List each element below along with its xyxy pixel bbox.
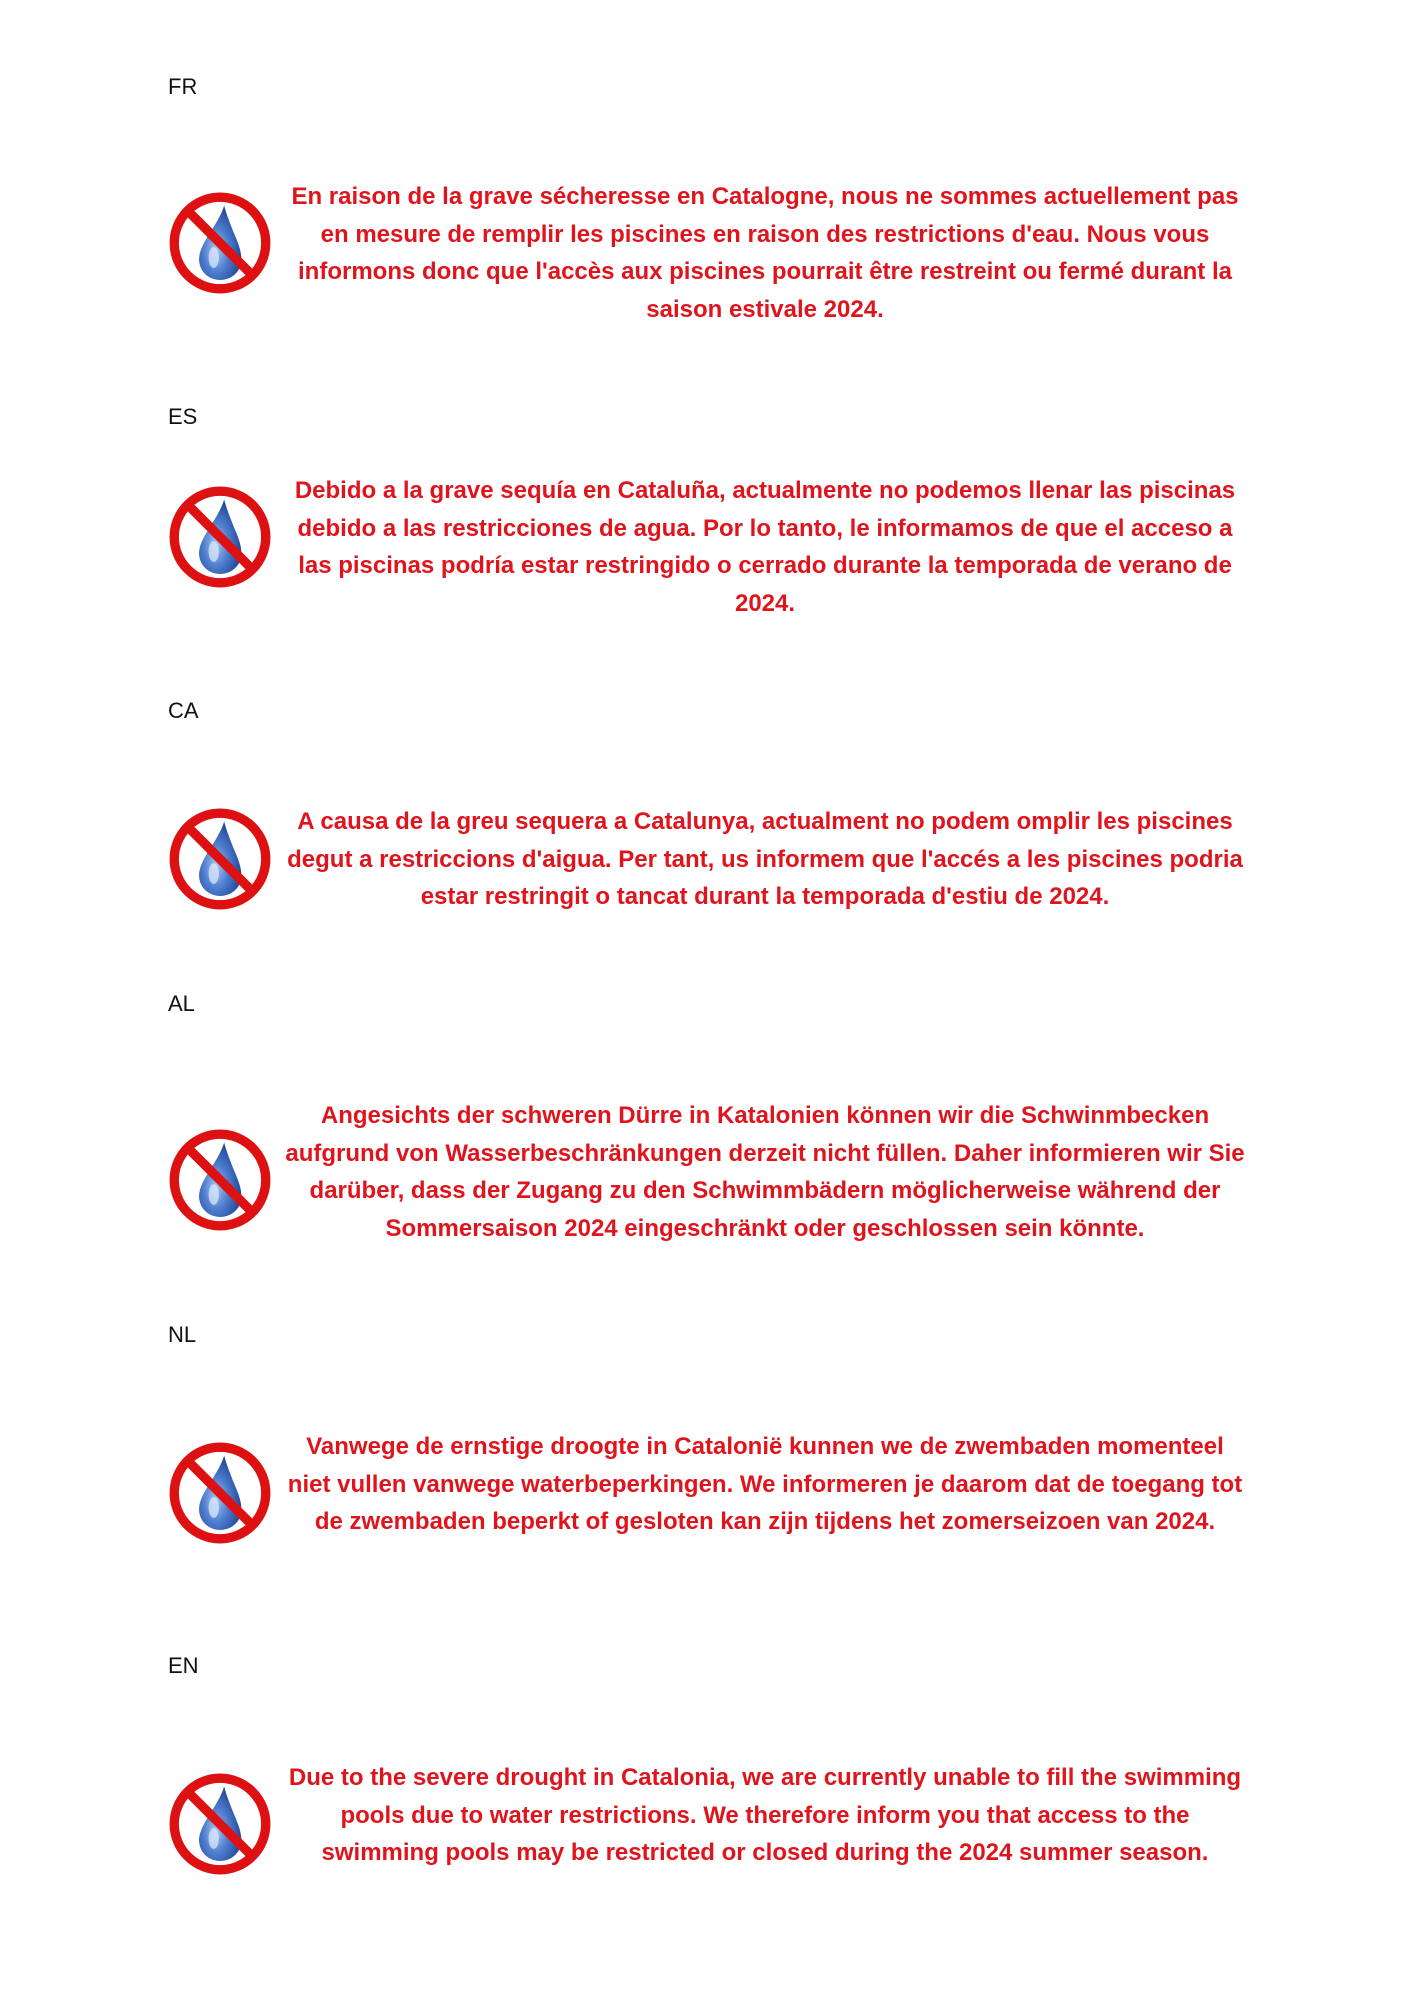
no-water-icon: [168, 1128, 272, 1232]
notice-text-en: Due to the severe drought in Catalonia, we are currently unable to fill the swimming pools due to water restrictions. We therefore inform you that access to the swimming pools may be restricted or closed during the 2024 summer season.: [288, 1764, 1242, 1866]
no-water-icon: [168, 485, 272, 589]
notice-text-ca: A causa de la greu sequera a Catalunya, actualment no podem omplir les piscines degut a restriccions d'aigua. Per tant, us informem que l'accés a les piscines podria estar restringit o tancat durant la temporada d'estiu de 2024.: [287, 808, 1243, 910]
language-code-nl: NL: [168, 1322, 197, 1347]
no-water-icon: [168, 191, 272, 295]
language-code-es: ES: [168, 404, 198, 429]
language-code-al: AL: [168, 991, 195, 1016]
notice-text-nl: Vanwege de ernstige droogte in Catalonië kunnen we de zwembaden momenteel niet vullen vanwege waterbeperkingen. We informeren je daarom dat de toegang tot de zwembaden beperkt of gesloten kan zijn tijdens het zomerseizoen van 2024.: [287, 1433, 1243, 1535]
language-code-ca: CA: [168, 698, 199, 723]
no-water-icon: [168, 1441, 272, 1545]
no-water-icon: [168, 1772, 272, 1876]
language-code-fr: FR: [168, 74, 198, 99]
notice-text-es: Debido a la grave sequía en Cataluña, actualmente no podemos llenar las piscinas debido a las restricciones de agua. Por lo tanto, le informamos de que el acceso a las piscinas podría estar restringido o cerrado durante la temporada de verano de 2024.: [294, 477, 1236, 617]
no-water-icon: [168, 807, 272, 911]
language-code-en: EN: [168, 1653, 199, 1678]
notice-text-al: Angesichts der schweren Dürre in Katalonien können wir die Schwinmbecken aufgrund von Wasserbeschränkungen derzeit nicht füllen. Daher informieren wir Sie darüber, dass der Zugang zu den Schwimmbädern möglicherweise während der Sommersaison 2024 eingeschränkt oder geschlossen sein könnte.: [285, 1102, 1245, 1242]
notice-text-fr: En raison de la grave sécheresse en Catalogne, nous ne sommes actuellement pas en mesure de remplir les piscines en raison des restrictions d'eau. Nous vous informons donc que l'accès aux piscines pourrait être restreint ou fermé durant la saison estivale 2024.: [291, 183, 1239, 323]
